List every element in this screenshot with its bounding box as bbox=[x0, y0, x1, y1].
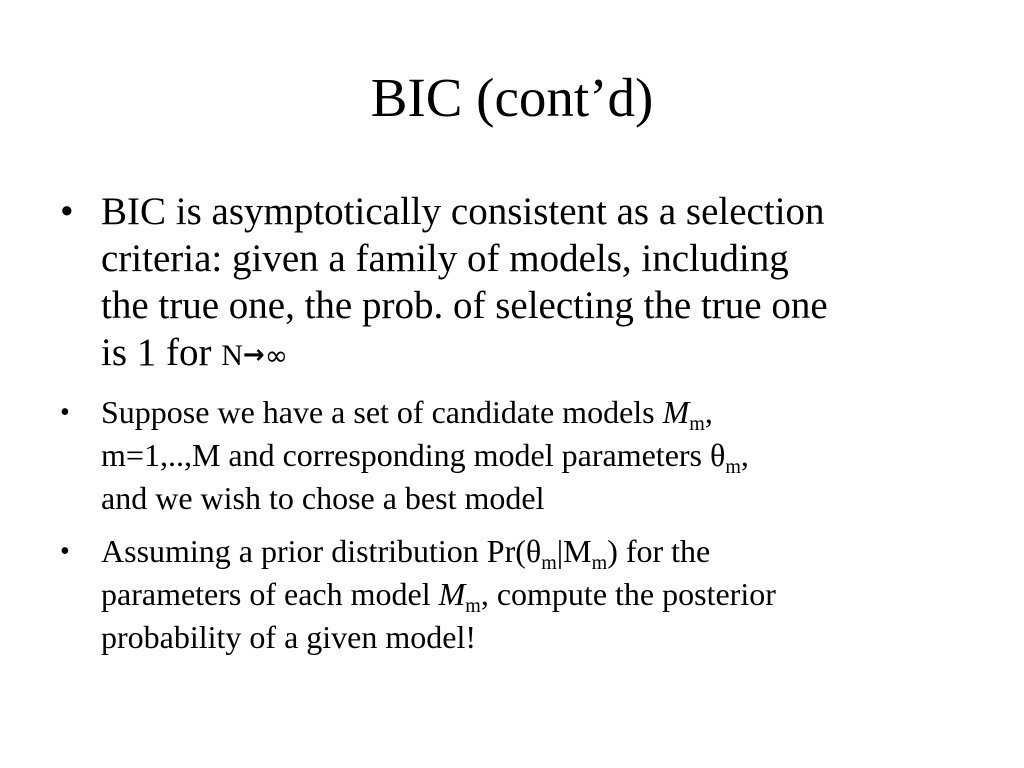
bullet-1-line-4 bbox=[101, 329, 960, 381]
conditional-bar: |M bbox=[556, 533, 592, 569]
bullet-text-1 bbox=[101, 188, 960, 381]
right-arrow-icon: → bbox=[242, 340, 265, 370]
model-variable: M bbox=[662, 394, 690, 430]
theta-symbol: θ bbox=[525, 533, 542, 569]
bullet-item-2 bbox=[60, 391, 960, 520]
bullet-2-line-2-text: m=1,..,M and corresponding model parameters bbox=[101, 437, 710, 473]
bullet-3-line-2-text: parameters of each model bbox=[101, 576, 439, 612]
bullet-3-line-1-tail: ) for the bbox=[607, 533, 711, 569]
bullet-marker: • bbox=[60, 190, 74, 233]
bullet-3-line-2 bbox=[101, 573, 960, 616]
bullet-2-line-1 bbox=[101, 391, 960, 434]
bullet-3-line-2-tail: , compute the posterior bbox=[480, 576, 776, 612]
bullet-1-line-4-text: is 1 for bbox=[101, 331, 222, 374]
model-variable: M bbox=[438, 576, 466, 612]
bullet-item-1 bbox=[60, 188, 960, 381]
bullet-3-line-1 bbox=[101, 530, 960, 573]
bullet-marker: • bbox=[60, 536, 70, 567]
bullet-text-2 bbox=[101, 391, 960, 520]
slide-title: BIC (cont’d) bbox=[370, 67, 654, 128]
subscript-m: m bbox=[465, 595, 481, 617]
bullet-2-line-3: and we wish to chose a best model bbox=[101, 480, 545, 516]
subscript-m: m bbox=[591, 552, 608, 574]
punctuation: , bbox=[704, 394, 713, 430]
bullet-text-3 bbox=[101, 530, 960, 659]
punctuation: , bbox=[740, 437, 749, 473]
bullet-1-line-2: criteria: given a family of models, including bbox=[101, 237, 789, 280]
bullet-2-line-1-text: Suppose we have a set of candidate models bbox=[101, 394, 663, 430]
bullet-1-line-1: BIC is asymptotically consistent as a selection bbox=[101, 190, 825, 233]
subscript-m: m bbox=[725, 456, 741, 478]
bullet-3-line-1-text: Assuming a prior distribution Pr( bbox=[101, 533, 526, 569]
math-n: N bbox=[221, 339, 243, 372]
subscript-m: m bbox=[541, 552, 557, 574]
bullet-item-3 bbox=[60, 530, 960, 659]
bullet-2-line-2 bbox=[101, 434, 960, 477]
bullet-1-line-3: the true one, the prob. of selecting the true one bbox=[101, 284, 828, 327]
infinity-symbol: ∞ bbox=[264, 339, 289, 372]
bullet-3-line-3: probability of a given model! bbox=[101, 619, 477, 655]
subscript-m: m bbox=[689, 413, 705, 435]
theta-symbol: θ bbox=[710, 437, 726, 473]
bullet-marker: • bbox=[60, 397, 70, 428]
